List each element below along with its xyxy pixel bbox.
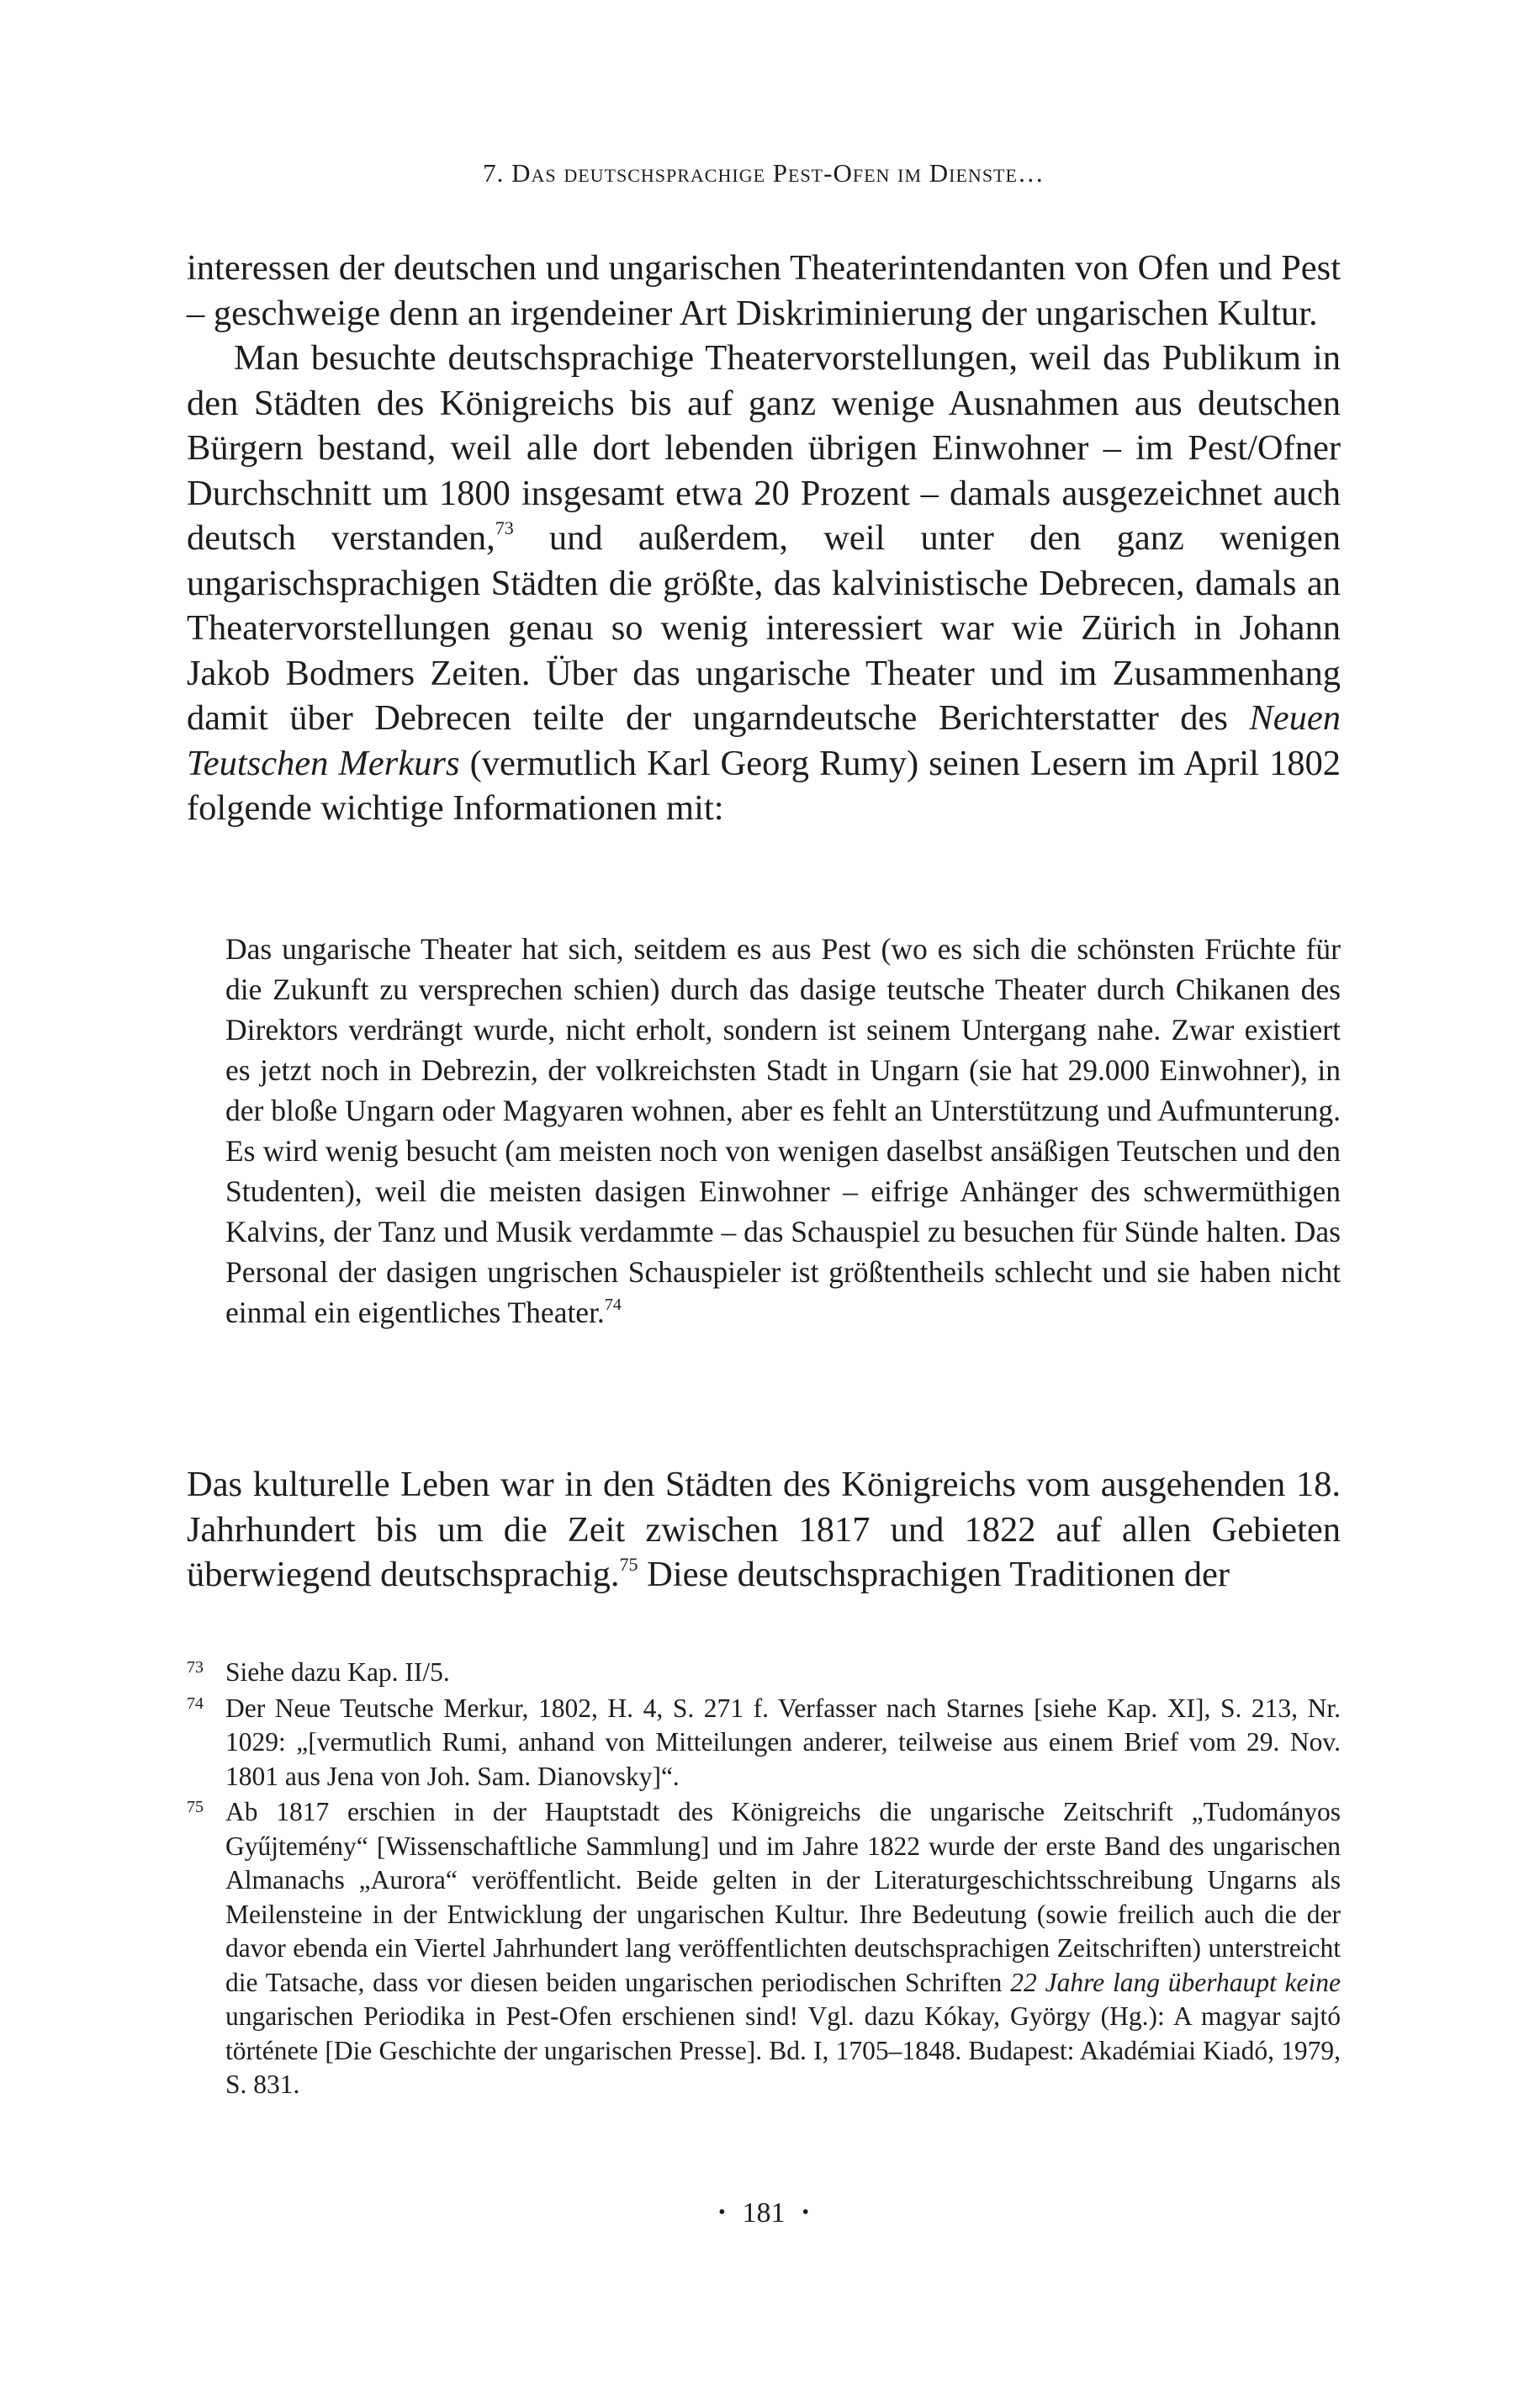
- paragraph-text: Das kulturelle Leben war in den Städten des Königreichs vom ausgehenden 18. Jahrhundert bis um die Zeit zwischen 1817 und 1822 auf allen Gebieten überwiegend deutschsprachig.: [187, 1465, 1341, 1594]
- paragraph-text: und außerdem, weil unter den ganz wenigen ungarischsprachigen Städten die größte, das kalvinistische Debrecen, damals an Theatervorstellungen genau so wenig interessiert war wie Zürich in Johann Jakob Bodmers Zeiten. Über das ungarische Theater und im Zusammenhang damit über Debrecen teilte der ungarndeutsche Berichterstatter des: [187, 518, 1341, 738]
- footnote-text: Der Neue Teutsche Merkur, 1802, H. 4, S. 271 f. Verfasser nach Starnes [siehe Kap. XI], S. 213, Nr. 1029: „[vermutlich Rumi, anhand von Mitteilungen anderer, teilweise aus einem Brief vom 29. Nov. 1801 aus Jena von Joh. Sam. Dianovsky]“.: [225, 1693, 1341, 1791]
- main-text-continued: [187, 1462, 1341, 1598]
- footnote-number: 75: [187, 1798, 204, 1816]
- page-number: 181: [742, 2197, 786, 2229]
- footnote-reference[interactable]: 75: [619, 1554, 638, 1575]
- footnotes: [187, 1656, 1341, 2102]
- block-quote: [225, 929, 1341, 1333]
- footnote-reference[interactable]: 73: [495, 517, 514, 538]
- quote-paragraph: [225, 929, 1341, 1333]
- footnote: [187, 1656, 1341, 1690]
- footnote-number: 74: [187, 1693, 204, 1713]
- page-number-footer: [187, 2197, 1341, 2229]
- footnote-reference[interactable]: 74: [604, 1296, 622, 1314]
- footnote-text: Ab 1817 erschien in der Hauptstadt des Königreichs die ungarische Zeitschrift „Tudományos Gyűjtemény“ [Wissenschaftliche Sammlung] und im Jahre 1822 wurde der erste Band des ungarischen Almanachs „Aurora“ veröffentlicht. Beide gelten in der Literaturgeschichtsschreibung Ungarns als Meilensteine in der Entwicklung der ungarischen Kultur. Ihre Bedeutung (sowie freilich auch die der davor ebenda ein Viertel Jahrhundert lang veröffentlichten deutschsprachigen Zeitschriften) unterstreicht die Tatsache, dass vor diesen beiden ungarischen periodischen Schriften: [225, 1797, 1341, 1997]
- paragraph-text: Man besuchte deutschsprachige Theatervorstellungen, weil das Publikum in den Städten des Königreichs bis auf ganz wenige Ausnahmen aus deutschen Bürgern bestand, weil alle dort lebenden übrigen Einwohner – im Pest/Ofner Durchschnitt um 1800 insgesamt etwa 20 Prozent – damals ausgezeichnet auch deutsch verstanden,: [187, 338, 1341, 558]
- footnote: [187, 1692, 1341, 1794]
- footnote: [187, 1795, 1341, 2102]
- running-head: 7. Das deutschsprachige Pest-Ofen im Dienste…: [483, 158, 1045, 188]
- quote-text: Das ungarische Theater hat sich, seitdem es aus Pest (wo es sich die schönsten Früchte für die Zukunft zu versprechen schien) durch das dasige teutsche Theater durch Chikanen des Direktors verdrängt wurde, nicht erholt, sondern ist seinem Untergang nahe. Zwar existiert es jetzt noch in Debrezin, der volkreichsten Stadt in Ungarn (sie hat 29.000 Einwohner), in der bloße Ungarn oder Magyaren wohnen, aber es fehlt an Unterstützung und Aufmunterung. Es wird wenig besucht (am meisten noch von wenigen daselbst ansäßigen Teutschen und den Studenten), weil die meisten dasigen Einwohner – eifrige Anhänger des schwermüthigen Kalvins, der Tanz und Musik verdammte – das Schauspiel zu besuchen für Sünde halten. Das Personal der dasigen ungrischen Schauspieler ist größtentheils schlecht und sie haben nicht einmal ein eigentliches Theater.: [225, 932, 1341, 1329]
- footnote-text: Siehe dazu Kap. II/5.: [225, 1657, 450, 1687]
- folio-bullet: •: [718, 2202, 726, 2223]
- paragraph: [187, 1462, 1341, 1598]
- footnote-text: ungarischen Periodika in Pest-Ofen erschienen sind! Vgl. dazu Kókay, György (Hg.): A magyar sajtó története [Die Geschichte der ungarischen Presse]. Bd. I, 1705–1848. Budapest: Akadémiai Kiadó, 1979, S. 831.: [225, 2001, 1341, 2099]
- book-page: [187, 0, 1341, 2385]
- paragraph: [187, 336, 1341, 831]
- paragraph-text: Diese deutschsprachigen Traditionen der: [638, 1555, 1230, 1594]
- folio-bullet: •: [802, 2202, 809, 2223]
- footnote-emphasis: 22 Jahre lang überhaupt keine: [1010, 1967, 1342, 1997]
- paragraph-continued: interessen der deutschen und ungarischen Theaterintendanten von Ofen und Pest – geschweige denn an irgendeiner Art Diskriminierung der ungarischen Kultur.: [187, 248, 1341, 333]
- periodical-title: Neuen Teutschen Merkurs: [187, 698, 1341, 783]
- footnote-number: 73: [187, 1658, 204, 1677]
- main-text: [187, 246, 1341, 831]
- paragraph-text: (vermutlich Karl Georg Rumy) seinen Lesern im April 1802 folgende wichtige Informationen mit:: [187, 743, 1342, 828]
